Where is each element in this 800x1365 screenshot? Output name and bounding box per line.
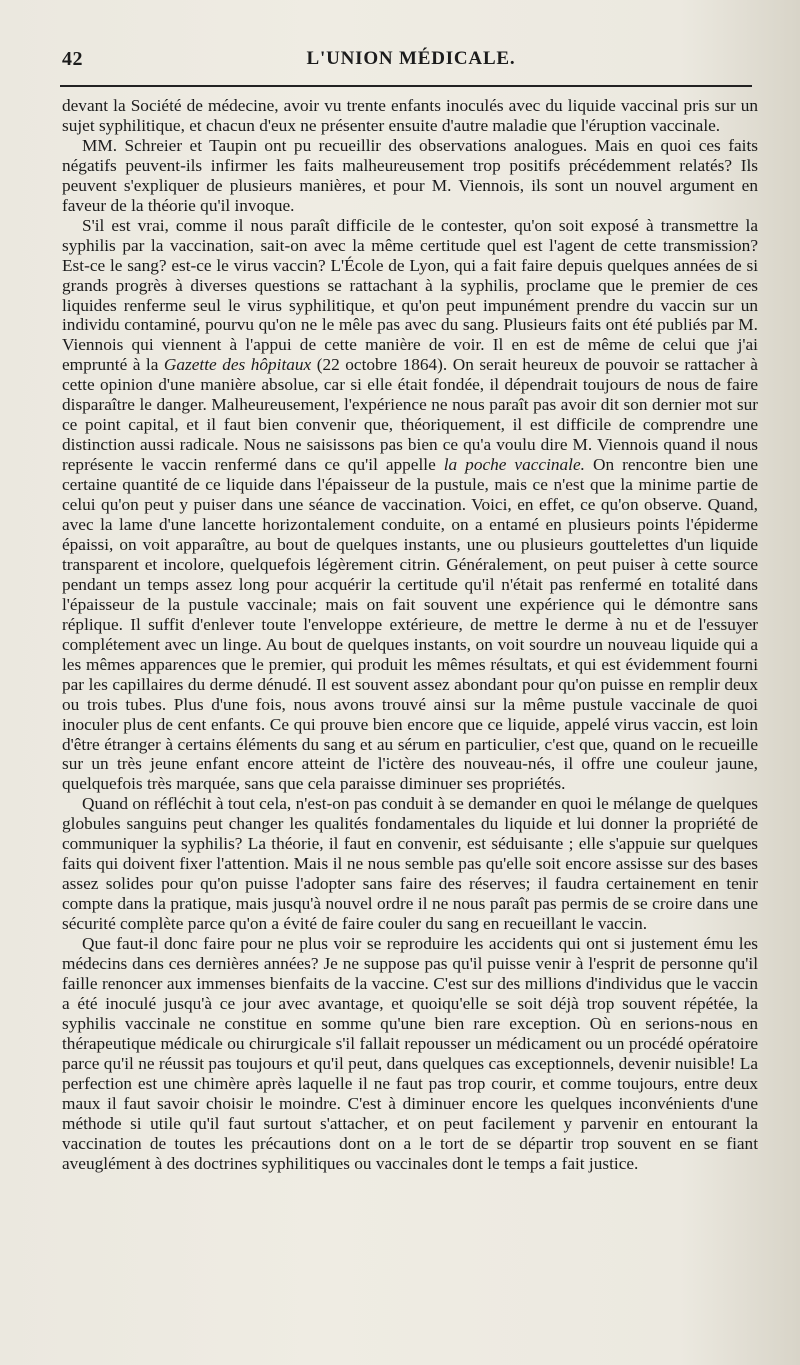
journal-title: L'UNION MÉDICALE. <box>306 48 516 69</box>
paragraph <box>62 794 758 934</box>
paragraph <box>62 96 758 136</box>
paragraph <box>62 934 758 1173</box>
italic-text: Gazette des hôpitaux <box>163 355 312 375</box>
paragraph-text: On rencontre bien une certaine quantité de ce liquide dans l'épaisseur de la pustule, mais ce n'est que la minime partie de celui qu'on peut y puiser dans une séance de vaccination. Voici, en effet, ce qu'on observe. Quand, avec la lame d'une lancette horizontalement conduite, on a entamé en plusieurs points l'épiderme épaissi, on voit apparaître, au bout de quelques instants, une ou plusieurs gouttelettes d'un liquide transparent et incolore, quelquefois légèrement citrin. Généralement, on peut puiser à cette source pendant un temps assez long pour acquérir la certitude qu'il n'était pas renfermé en totalité dans l'épaisseur de la pustule vaccinale; mais on fait souvent une expérience qui le démontre sans réplique. Il suffit d'enlever toute l'enveloppe extérieure, de mettre le derme à nu et de l'essuyer complétement avec un linge. Au bout de quelques instants, on voit sourdre un nouveau liquide qui a les mêmes apparences que le premier, qui produit les mêmes résultats, et qui est évidemment fourni par les capillaires du derme dénudé. Il est souvent assez abondant pour qu'on puisse en remplir deux ou trois tubes. Plus d'une fois, nous avons trouvé ainsi sur la même pustule vaccinale de quoi inoculer plus de cent enfants. Ce qui prouve bien encore que ce liquide, appelé virus vaccin, est loin d'être étranger à certains éléments du sang et au sérum en particulier, c'est que, quand on le recueille sur un très jeune enfant encore atteint de l'ictère des nouveau-nés, il offre une couleur jaune, quelquefois très marquée, sans que cela paraisse diminuer ses propriétés. <box>62 455 758 794</box>
paragraph <box>62 136 758 216</box>
article-body <box>62 96 758 1173</box>
paragraph-text: (22 octobre 1864). On serait heureux de pouvoir se rattacher à cette opinion d'une manière absolue, car si elle était fondée, il dépendrait toujours de nous de faire disparaître le danger. Malheureusement, l'expérience ne nous paraît pas avoir dit son dernier mot sur ce point capital, et il faut bien convenir que, théoriquement, il est difficile de comprendre une distinction aussi radicale. Nous ne saisissons pas bien ce qu'a voulu dire M. Viennois quand il nous représente le vaccin renfermé dans ce qu'il appelle <box>62 355 758 475</box>
running-head <box>62 48 760 78</box>
paragraph-text: Quand on réfléchit à tout cela, n'est-on pas conduit à se demander en quoi le mélange de quelques globules sanguins peut changer les qualités fondamentales du liquide et lui donner la propriété de communiquer la syphilis? La théorie, il faut en convenir, est séduisante ; elle s'appuie sur quelques faits qui doivent fixer l'attention. Mais il ne nous semble pas qu'elle soit encore assisse sur des bases assez solides pour qu'on puisse l'adopter sans faire des réserves; il faudra certainement en tenir compte dans la pratique, mais jusqu'à nouvel ordre il ne nous paraît pas permis de se croire dans une sécurité complète parce qu'on a évité de faire couler du sang en recueillant le vaccin. <box>62 794 758 934</box>
page-number: 42 <box>62 48 83 70</box>
paragraph-text: S'il est vrai, comme il nous paraît difficile de le contester, qu'on soit exposé à transmettre la syphilis par la vaccination, sait-on avec la même certitude quel est l'agent de cette transmission? Est-ce le sang? est-ce le virus vaccin? L'École de Lyon, qui a fait faire depuis quelques années de si grands progrès à diverses questions se rattachant à la syphilis, proclame que le premier de ces liquides renferme seul le virus syphilitique, et qu'on peut impunément prendre du vaccin sur un individu contaminé, pourvu qu'on ne le mêle pas avec du sang. Plusieurs faits ont été publiés par M. Viennois qui viennent à l'appui de cette manière de voir. Il en est de même de celui que j'ai emprunté à la <box>62 215 758 375</box>
paragraph <box>62 216 758 795</box>
italic-text: la poche vaccinale. <box>443 455 585 475</box>
paragraph-text: devant la Société de médecine, avoir vu trente enfants inoculés avec du liquide vaccinal pris sur un sujet syphilitique, et chacun d'eux ne présenter ensuite d'autre maladie que l'éruption vaccinale. <box>62 96 758 135</box>
paragraph-text: MM. Schreier et Taupin ont pu recueillir des observations analogues. Mais en quoi ces faits négatifs peuvent-ils infirmer les faits malheureusement trop positifs précédemment relatés? Ils peuvent s'expliquer de plusieurs manières, et pour M. Viennois, ils sont un nouvel argument en faveur de la théorie qu'il invoque. <box>62 135 758 215</box>
paragraph-text: Que faut-il donc faire pour ne plus voir se reproduire les accidents qui ont si justement ému les médecins dans ces dernières années? Je ne suppose pas qu'il puisse venir à l'esprit de personne qu'il faille renoncer aux immenses bienfaits de la vaccine. C'est sur des millions d'individus que le vaccin a été inoculé jusqu'à ce jour avec avantage, et quoiqu'elle se soit déjà trop souvent répétée, la syphilis vaccinale ne constitue en somme qu'une bien rare exception. Où en serions-nous en thérapeutique médicale ou chirurgicale s'il fallait repousser un médicament ou un procédé opératoire parce qu'il ne réussit pas toujours et qu'il peut, dans quelques cas exceptionnels, devenir nuisible! La perfection est une chimère après laquelle il ne faut pas trop courir, et comme toujours, entre deux maux il faut savoir choisir le moindre. C'est à diminuer encore les quelques inconvénients d'une méthode si utile qu'il faut surtout s'attacher, et on peut facilement y parvenir en entourant la vaccination de toutes les précautions dont on a le tort de se départir trop souvent en se fiant aveuglément à des doctrines syphilitiques ou vaccinales dont le temps a fait justice. <box>62 934 758 1173</box>
header-rule <box>60 85 752 87</box>
